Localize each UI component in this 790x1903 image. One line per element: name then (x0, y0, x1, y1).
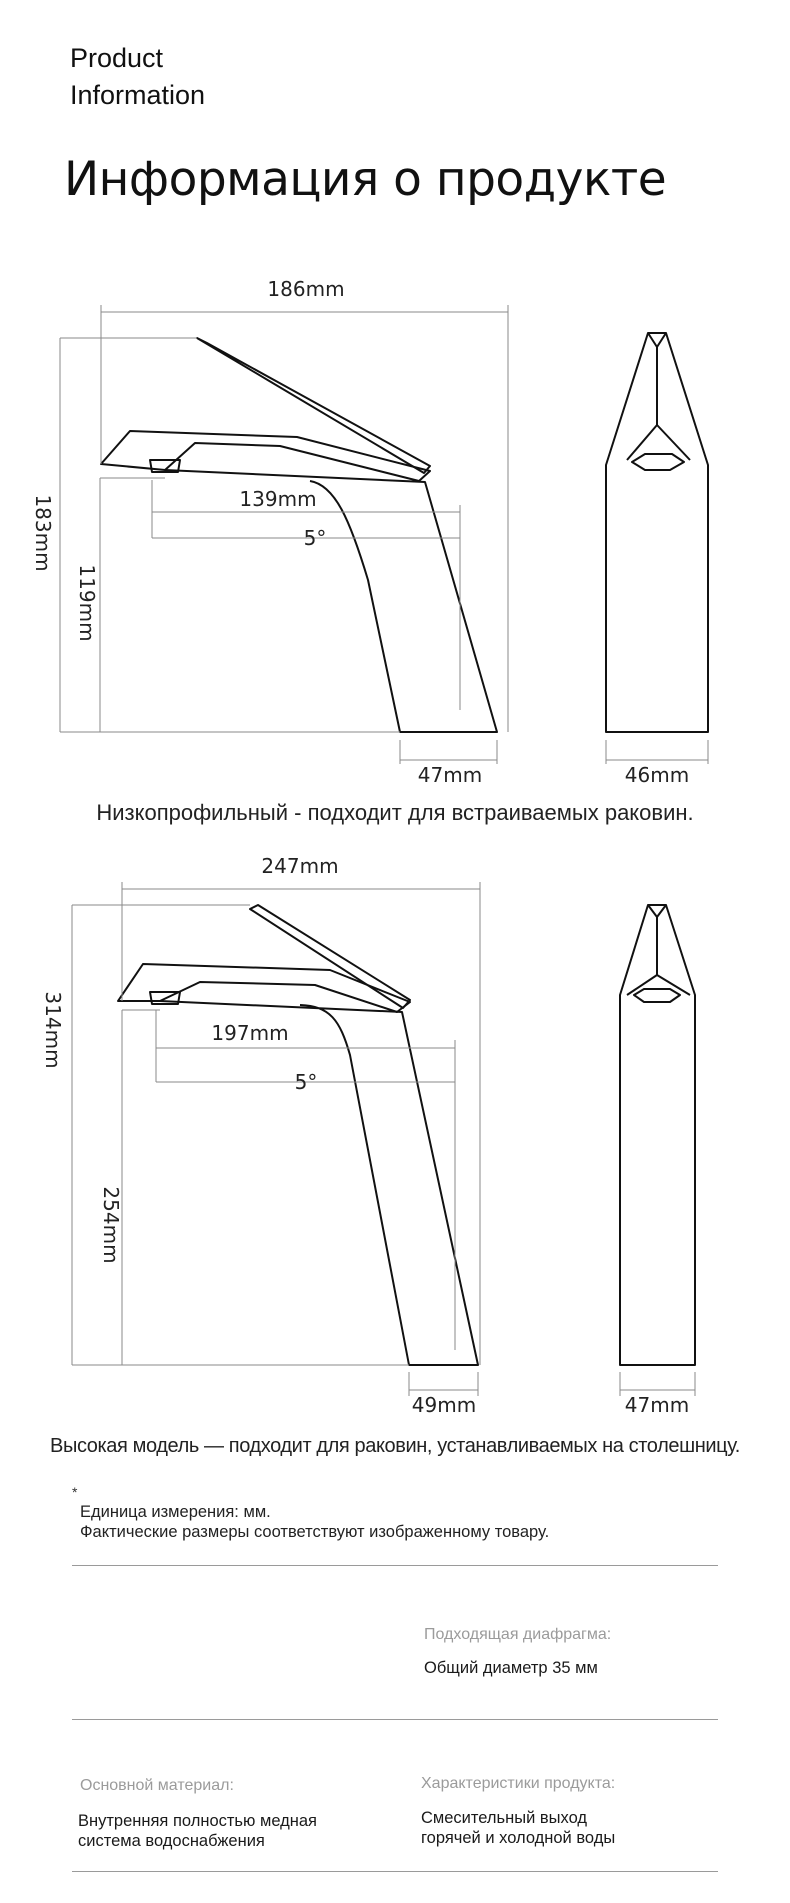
low-total-height-label: 183mm (31, 494, 55, 572)
divider (72, 1565, 718, 1566)
low-angle-label: 5° (303, 526, 327, 550)
low-width-label: 186mm (267, 277, 345, 301)
feature-value-line-2: горячей и холодной воды (421, 1829, 616, 1847)
high-base-side-label: 47mm (624, 1393, 690, 1417)
units-note-line-2: Фактические размеры соответствуют изображенному товару. (80, 1523, 550, 1541)
heading-line-1: Product (70, 43, 164, 73)
units-note (80, 1502, 549, 1542)
aerator-value: Общий диаметр 35 мм (424, 1659, 598, 1677)
low-base-front-label: 47mm (417, 763, 483, 787)
low-faucet-front-drawing (101, 338, 497, 732)
divider (72, 1871, 718, 1872)
high-reach-label: 197mm (211, 1021, 289, 1045)
high-total-height-label: 314mm (41, 991, 65, 1069)
material-label: Основной материал: (80, 1777, 234, 1794)
material-value-line-2: система водоснабжения (78, 1832, 265, 1850)
high-base-front-label: 49mm (411, 1393, 477, 1417)
low-base-side-label: 46mm (624, 763, 690, 787)
low-model-caption: Низкопрофильный - подходит для встраиваемых раковин. (96, 800, 694, 825)
low-reach-label: 139mm (239, 487, 317, 511)
divider (72, 1719, 718, 1720)
product-info-heading-ru: Информация о продукте (64, 152, 667, 207)
material-value-line-1: Внутренняя полностью медная (78, 1812, 317, 1830)
high-faucet-side-drawing (620, 905, 695, 1365)
high-spout-height-label: 254mm (99, 1186, 123, 1264)
high-faucet-front-drawing (118, 905, 478, 1365)
feature-value (421, 1808, 615, 1848)
low-spout-height-label: 119mm (75, 564, 99, 642)
heading-line-2: Information (70, 80, 206, 110)
high-angle-label: 5° (294, 1070, 318, 1094)
high-width-label: 247mm (261, 854, 339, 878)
high-model-caption: Высокая модель — подходит для раковин, устанавливаемых на столешницу. (50, 1435, 740, 1457)
feature-label: Характеристики продукта: (421, 1775, 616, 1792)
low-faucet-side-drawing (606, 333, 708, 732)
units-note-line-1: Единица измерения: мм. (80, 1503, 271, 1521)
material-value (78, 1811, 317, 1851)
feature-value-line-1: Смесительный выход (421, 1809, 588, 1827)
aerator-label: Подходящая диафрагма: (424, 1626, 612, 1643)
note-asterisk: * (72, 1484, 78, 1500)
